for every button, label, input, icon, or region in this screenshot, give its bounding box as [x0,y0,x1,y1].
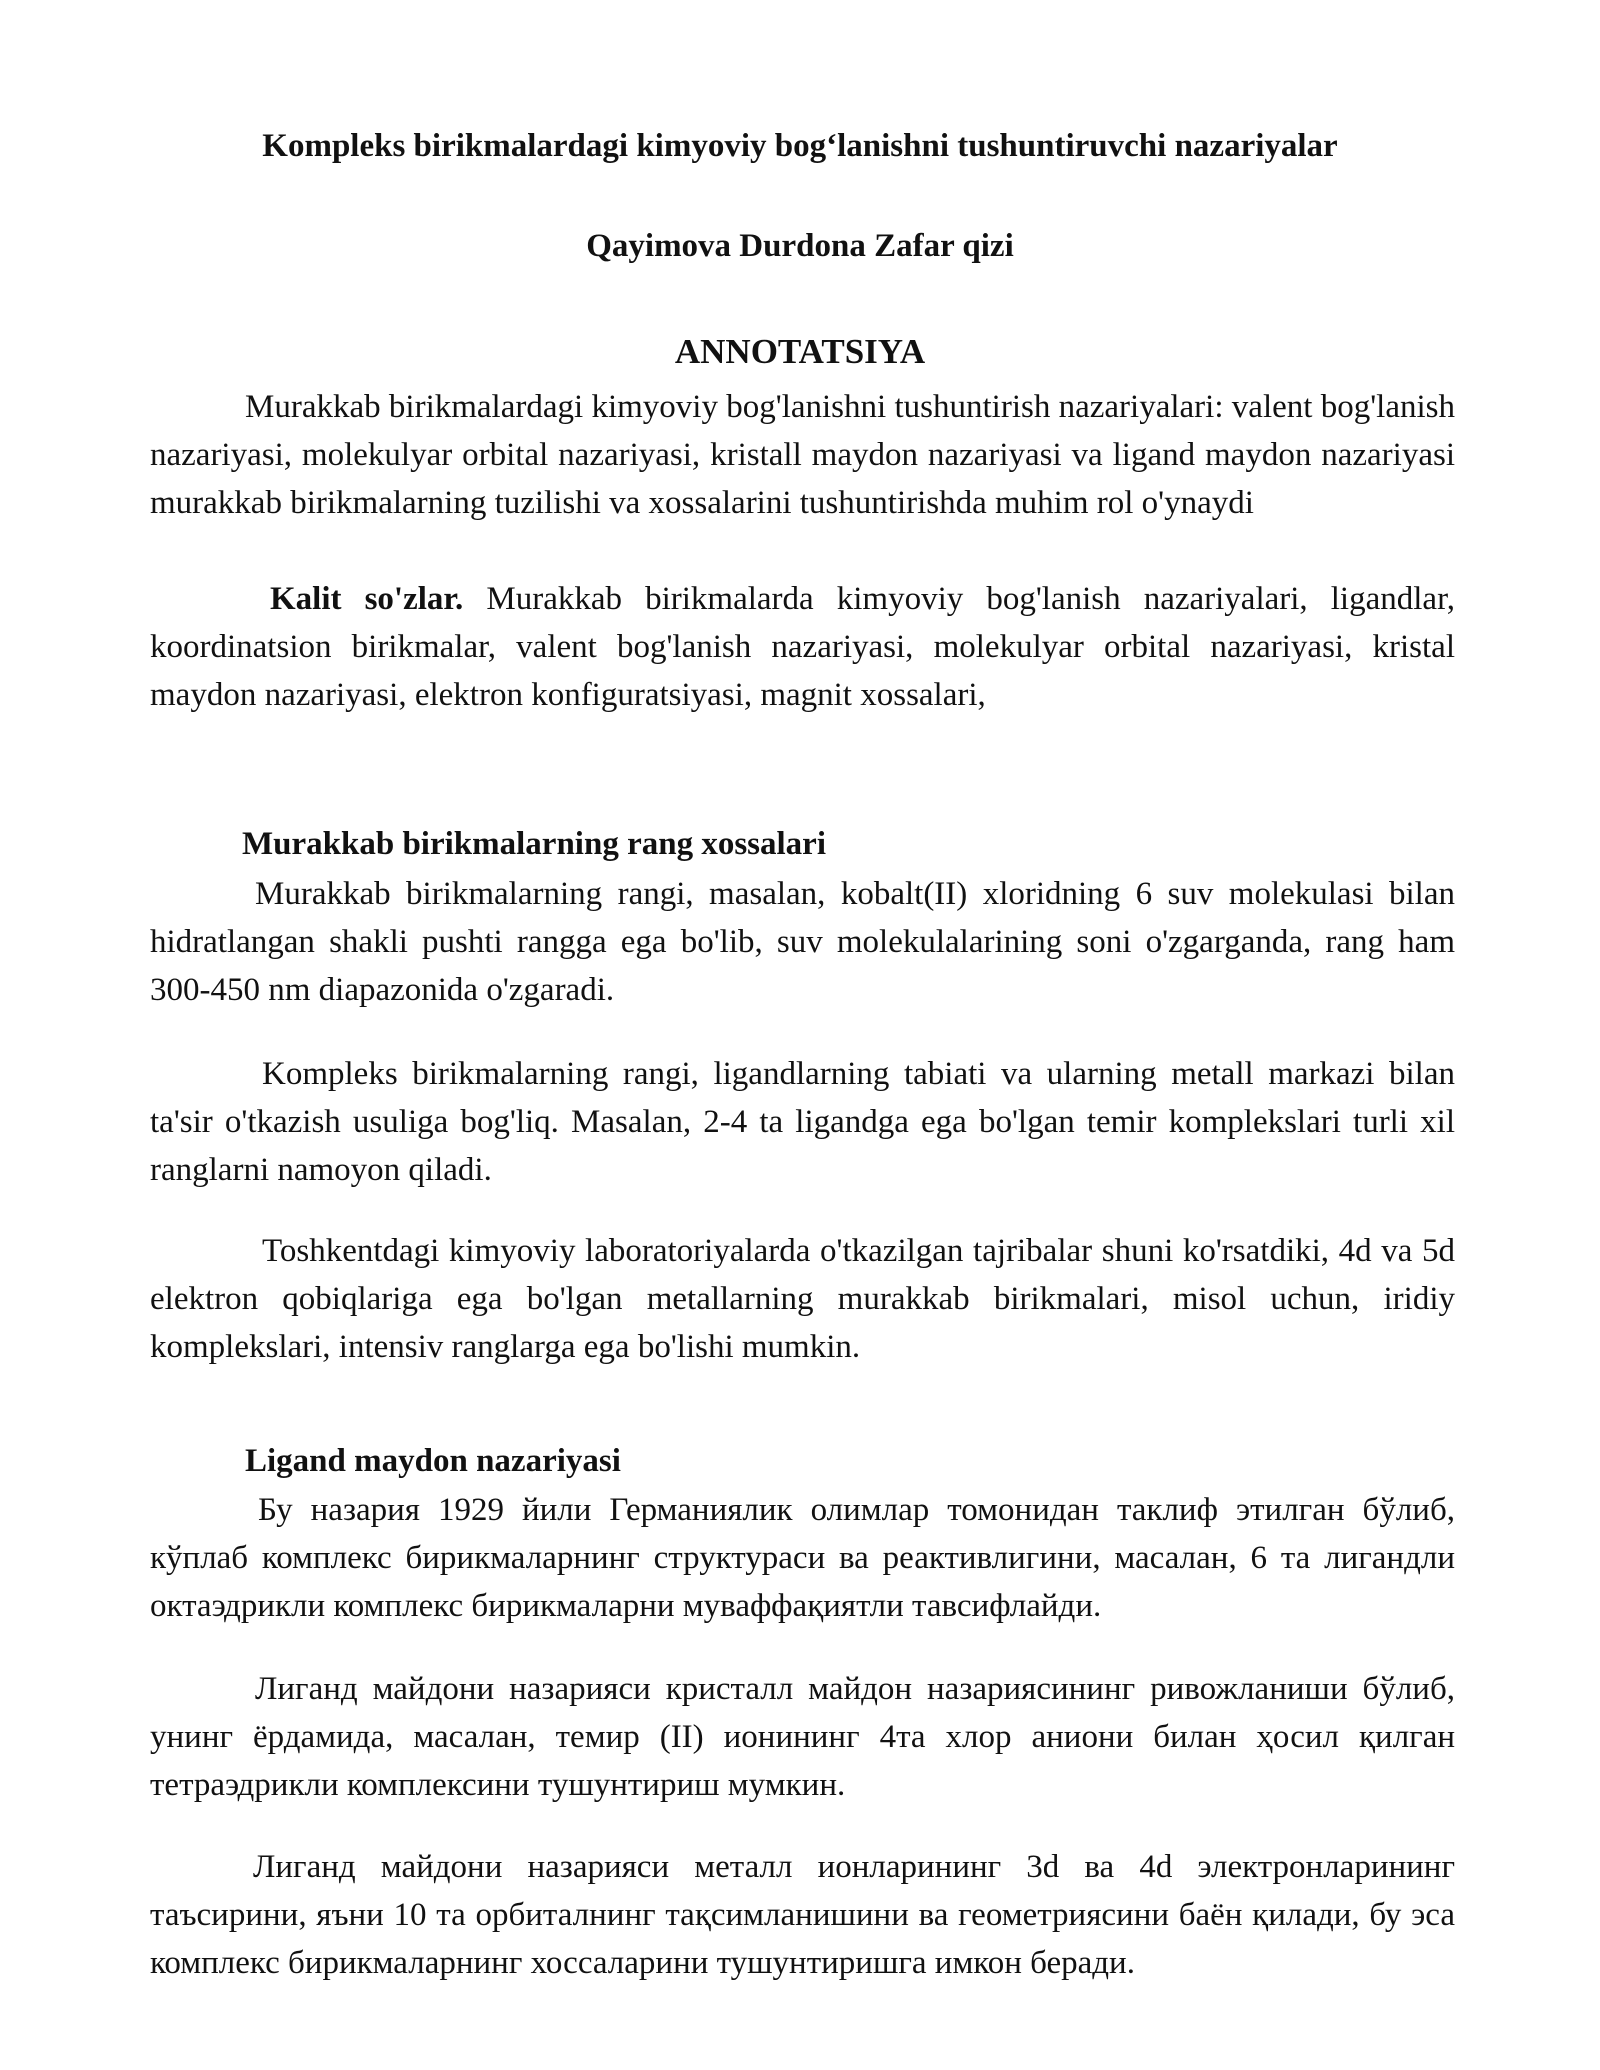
keywords-paragraph [150,575,1455,719]
paragraph: Kompleks birikmalarning rangi, ligandlarning tabiati va ularning metall markazi bilan ta'sir o'tkazish usuliga bog'liq. Masalan, 2-4 ta ligandga ega bo'lgan temir komplekslari turli xil ranglarni namoyon qiladi. [150,1056,1455,1188]
keywords-text: Murakkab birikmalarda kimyoviy bog'lanish nazariyalari, ligandlar, koordinatsion birikmalar, valent bog'lanish nazariyasi, molekulyar orbital nazariyasi, kristal maydon nazariyasi, elektron konfiguratsiyasi, magnit xossalari, [150,581,1455,713]
section-heading-color-properties: Murakkab birikmalarning rang xossalari [242,826,826,862]
annotation-text: Murakkab birikmalardagi kimyoviy bog'lanishni tushuntirish nazariyalari: valent bog'lanish nazariyasi, molekulyar orbital nazariyasi, kristall maydon nazariyasi va ligand maydon nazariyasi murakkab birikmalarning tuzilishi va xossalarini tushuntirishda muhim rol o'ynaydi [150,389,1455,521]
paragraph: Toshkentdagi kimyoviy laboratoriyalarda o'tkazilgan tajribalar shuni ko'rsatdiki, 4d va 5d elektron qobiqlariga ega bo'lgan metallarning murakkab birikmalari, misol uchun, iridiy komplekslari, intensiv ranglarga ega bo'lishi mumkin. [150,1233,1455,1365]
keywords-label: Kalit so'zlar. [270,581,464,617]
paragraph: Бу назария 1929 йили Германиялик олимлар томонидан таклиф этилган бўлиб, кўплаб комплекс бирикмаларнинг структураси ва реактивлигини, масалан, 6 та лигандли октаэдрикли комплекс бирикмаларни муваффақиятли тавсифлайди. [150,1492,1455,1624]
section-heading-ligand-field: Ligand maydon nazariyasi [245,1443,621,1479]
paragraph: Лиганд майдони назарияси металл ионларининг 3d ва 4d электронларининг таъсирини, яъни 10 та орбиталнинг тақсимланишини ва геометриясини баён қилади, бу эса комплекс бирикмаларнинг хоссаларини тушунтиришга имкон беради. [150,1849,1455,1981]
author-name: Qayimova Durdona Zafar qizi [586,228,1014,264]
annotation-heading: ANNOTATSIYA [674,332,926,371]
paragraph: Murakkab birikmalarning rangi, masalan, kobalt(II) xloridning 6 suv molekulasi bilan hidratlangan shakli pushti rangga ega bo'lib, suv molekulalarining soni o'zgarganda, rang ham 300-450 nm diapazonida o'zgaradi. [150,876,1455,1008]
document-title: Kompleks birikmalardagi kimyoviy bogʻlanishni tushuntiruvchi nazariyalar [262,128,1338,164]
paragraph: Лиганд майдони назарияси кристалл майдон назариясининг ривожланиши бўлиб, унинг ёрдамида, масалан, темир (II) ионининг 4та хлор аниони билан ҳосил қилган тетраэдрикли комплексини тушунтириш мумкин. [150,1671,1455,1803]
